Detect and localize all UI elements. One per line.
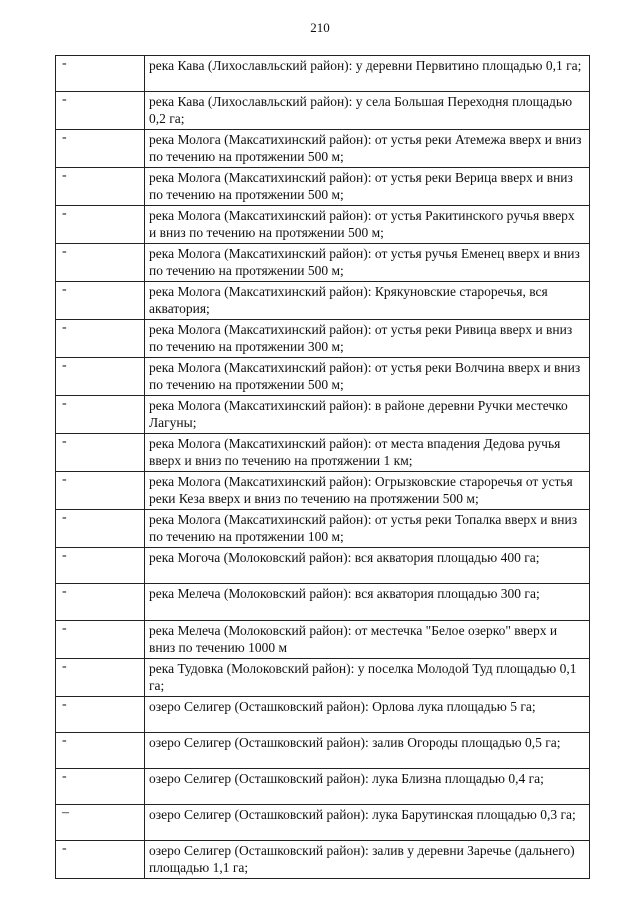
- table-body: [56, 56, 590, 879]
- table-row: [56, 696, 590, 732]
- row-text: озеро Селигер (Осташковский район): лука Близна площадью 0,4 га;: [145, 768, 590, 804]
- row-text: река Молога (Максатихинский район): от места впадения Дедова ручья вверх и вниз по течению на протяжении 1 км;: [145, 434, 590, 472]
- table-row: [56, 584, 590, 620]
- row-text: река Молога (Максатихинский район): от устья Ракитинского ручья вверх и вниз по течению на протяжении 500 м;: [145, 206, 590, 244]
- row-text: река Молога (Максатихинский район): от устья реки Верица вверх и вниз по течению на протяжении 500 м;: [145, 168, 590, 206]
- row-text: озеро Селигер (Осташковский район): лука Барутинская площадью 0,3 га;: [145, 805, 590, 841]
- row-marker: -: [56, 244, 145, 282]
- row-marker: -: [56, 92, 145, 130]
- document-table: [55, 55, 590, 879]
- row-text: река Молога (Максатихинский район): Крякуновские староречья, вся акватория;: [145, 282, 590, 320]
- row-marker: -: [56, 732, 145, 768]
- table-row: [56, 510, 590, 548]
- row-marker: –: [56, 805, 145, 841]
- row-marker: -: [56, 358, 145, 396]
- table-row: [56, 282, 590, 320]
- table-row: [56, 206, 590, 244]
- table-row: [56, 396, 590, 434]
- table-row: [56, 358, 590, 396]
- table-row: [56, 620, 590, 658]
- row-text: река Молога (Максатихинский район): от устья реки Топалка вверх и вниз по течению на протяжении 100 м;: [145, 510, 590, 548]
- row-marker: -: [56, 56, 145, 92]
- row-marker: -: [56, 696, 145, 732]
- row-marker: -: [56, 768, 145, 804]
- table-row: [56, 841, 590, 879]
- row-text: озеро Селигер (Осташковский район): залив Огороды площадью 0,5 га;: [145, 732, 590, 768]
- row-text: река Молога (Максатихинский район): от устья реки Ривица вверх и вниз по течению на протяжении 300 м;: [145, 320, 590, 358]
- row-text: река Молога (Максатихинский район): Огрызковские староречья от устья реки Кеза вверх и вниз по течению на протяжении 500 м;: [145, 472, 590, 510]
- table-row: [56, 548, 590, 584]
- table-row: [56, 130, 590, 168]
- row-marker: -: [56, 434, 145, 472]
- table-row: [56, 434, 590, 472]
- row-text: река Кава (Лихославльский район): у села Большая Переходня площадью 0,2 га;: [145, 92, 590, 130]
- table-row: [56, 56, 590, 92]
- row-marker: -: [56, 320, 145, 358]
- row-text: река Молога (Максатихинский район): в районе деревни Ручки местечко Лагуны;: [145, 396, 590, 434]
- row-marker: -: [56, 841, 145, 879]
- table-row: [56, 768, 590, 804]
- row-marker: -: [56, 206, 145, 244]
- row-text: река Могоча (Молоковский район): вся акватория площадью 400 га;: [145, 548, 590, 584]
- table-row: [56, 92, 590, 130]
- row-marker: -: [56, 168, 145, 206]
- row-marker: -: [56, 548, 145, 584]
- row-text: река Молога (Максатихинский район): от устья реки Волчина вверх и вниз по течению на протяжении 500 м;: [145, 358, 590, 396]
- row-marker: -: [56, 584, 145, 620]
- table-row: [56, 805, 590, 841]
- row-marker: -: [56, 130, 145, 168]
- row-text: река Кава (Лихославльский район): у деревни Первитино площадью 0,1 га;: [145, 56, 590, 92]
- row-text: река Мелеча (Молоковский район): от местечка "Белое озерко" вверх и вниз по течению 1000 м: [145, 620, 590, 658]
- table-row: [56, 244, 590, 282]
- row-text: река Мелеча (Молоковский район): вся акватория площадью 300 га;: [145, 584, 590, 620]
- row-text: озеро Селигер (Осташковский район): залив у деревни Заречье (дальнего) площадью 1,1 га;: [145, 841, 590, 879]
- row-text: озеро Селигер (Осташковский район): Орлова лука площадью 5 га;: [145, 696, 590, 732]
- row-text: река Молога (Максатихинский район): от устья ручья Еменец вверх и вниз по течению на протяжении 500 м;: [145, 244, 590, 282]
- row-text: река Тудовка (Молоковский район): у поселка Молодой Туд площадью 0,1 га;: [145, 658, 590, 696]
- row-text: река Молога (Максатихинский район): от устья реки Атемежа вверх и вниз по течению на протяжении 500 м;: [145, 130, 590, 168]
- row-marker: -: [56, 396, 145, 434]
- table-row: [56, 732, 590, 768]
- table-row: [56, 168, 590, 206]
- table-row: [56, 472, 590, 510]
- table-row: [56, 658, 590, 696]
- row-marker: -: [56, 658, 145, 696]
- row-marker: -: [56, 510, 145, 548]
- table-row: [56, 320, 590, 358]
- row-marker: -: [56, 620, 145, 658]
- row-marker: -: [56, 282, 145, 320]
- row-marker: -: [56, 472, 145, 510]
- page-number: 210: [310, 20, 330, 35]
